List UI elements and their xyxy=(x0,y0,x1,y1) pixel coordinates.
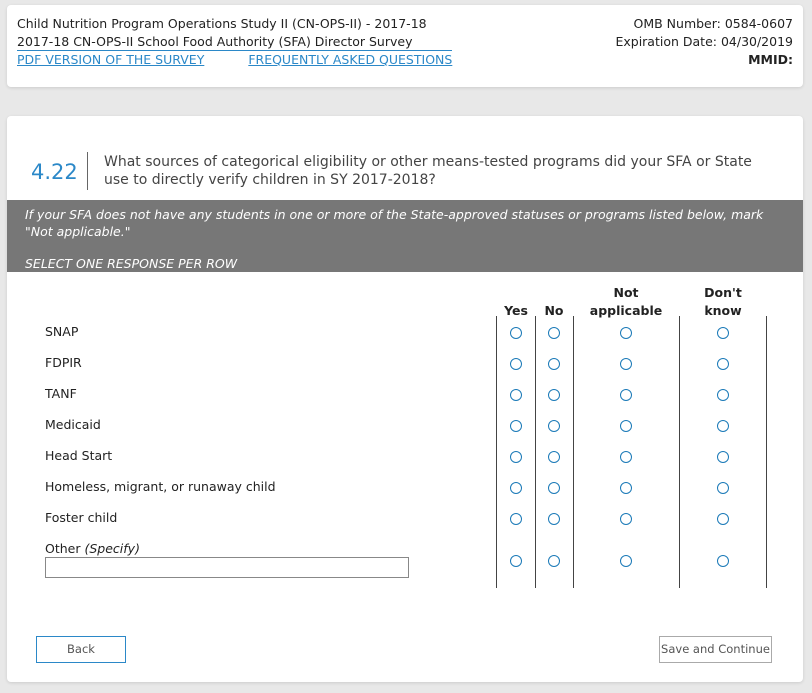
row-label: SNAP xyxy=(45,324,79,339)
column-divider xyxy=(496,316,497,588)
radio-dont-know[interactable] xyxy=(717,555,729,567)
expiration-date: Expiration Date: 04/30/2019 xyxy=(615,34,793,49)
omb-number: OMB Number: 0584-0607 xyxy=(633,16,793,31)
row-label: FDPIR xyxy=(45,355,82,370)
header-links xyxy=(17,52,492,67)
radio-not-applicable[interactable] xyxy=(620,482,632,494)
column-divider xyxy=(679,316,680,588)
other-specify-input[interactable] xyxy=(45,557,409,578)
radio-yes[interactable] xyxy=(510,513,522,525)
header-titles xyxy=(17,15,452,51)
radio-yes[interactable] xyxy=(510,389,522,401)
radio-yes[interactable] xyxy=(510,358,522,370)
question-divider xyxy=(87,152,88,190)
other-specify-hint: (Specify) xyxy=(84,541,140,556)
radio-not-applicable[interactable] xyxy=(620,327,632,339)
column-header-dont-know: Don't know xyxy=(704,285,742,318)
radio-yes[interactable] xyxy=(510,482,522,494)
radio-dont-know[interactable] xyxy=(717,482,729,494)
radio-no[interactable] xyxy=(548,555,560,567)
select-one-hint: SELECT ONE RESPONSE PER ROW xyxy=(25,256,238,271)
survey-header xyxy=(7,5,803,87)
row-label: Medicaid xyxy=(45,417,101,432)
radio-yes[interactable] xyxy=(510,420,522,432)
column-header-no: No xyxy=(544,303,564,318)
question-card xyxy=(7,116,803,682)
question-number: 4.22 xyxy=(31,160,78,184)
study-title: Child Nutrition Program Operations Study II (CN-OPS-II) - 2017-18 xyxy=(17,16,427,31)
radio-dont-know[interactable] xyxy=(717,327,729,339)
radio-yes[interactable] xyxy=(510,451,522,463)
radio-not-applicable[interactable] xyxy=(620,389,632,401)
column-header-yes: Yes xyxy=(504,303,528,318)
save-and-continue-button[interactable]: Save and Continue xyxy=(659,636,772,663)
radio-not-applicable[interactable] xyxy=(620,513,632,525)
mmid-label: MMID: xyxy=(748,52,793,67)
radio-no[interactable] xyxy=(548,513,560,525)
radio-no[interactable] xyxy=(548,420,560,432)
row-label: TANF xyxy=(45,386,77,401)
radio-no[interactable] xyxy=(548,327,560,339)
header-omb-info xyxy=(615,15,793,69)
row-label: Homeless, migrant, or runaway child xyxy=(45,479,276,494)
radio-no[interactable] xyxy=(548,482,560,494)
row-label: Foster child xyxy=(45,510,118,525)
column-header-not-applicable: Not applicable xyxy=(589,285,663,318)
radio-not-applicable[interactable] xyxy=(620,451,632,463)
question-text: What sources of categorical eligibility or other means-tested programs did your SFA or State use to directly verify children in SY 2017-2018? xyxy=(104,154,752,188)
other-row-label xyxy=(45,541,140,556)
row-label: Head Start xyxy=(45,448,113,463)
radio-dont-know[interactable] xyxy=(717,513,729,525)
radio-no[interactable] xyxy=(548,451,560,463)
radio-dont-know[interactable] xyxy=(717,451,729,463)
instruction-bar xyxy=(7,200,803,272)
column-divider xyxy=(766,316,767,588)
radio-no[interactable] xyxy=(548,389,560,401)
instruction-text: If your SFA does not have any students in one or more of the State-approved statuses or programs listed below, mark "Not applicable." xyxy=(25,207,764,239)
radio-yes[interactable] xyxy=(510,327,522,339)
radio-not-applicable[interactable] xyxy=(620,358,632,370)
column-divider xyxy=(573,316,574,588)
back-button[interactable]: Back xyxy=(36,636,126,663)
radio-yes[interactable] xyxy=(510,555,522,567)
radio-dont-know[interactable] xyxy=(717,420,729,432)
other-label: Other xyxy=(45,541,81,556)
survey-title: 2017-18 CN-OPS-II School Food Authority (SFA) Director Survey xyxy=(17,33,452,52)
radio-dont-know[interactable] xyxy=(717,358,729,370)
pdf-version-link[interactable]: PDF VERSION OF THE SURVEY xyxy=(17,52,205,67)
radio-dont-know[interactable] xyxy=(717,389,729,401)
radio-no[interactable] xyxy=(548,358,560,370)
column-divider xyxy=(535,316,536,588)
radio-not-applicable[interactable] xyxy=(620,420,632,432)
faq-link[interactable]: FREQUENTLY ASKED QUESTIONS xyxy=(248,52,453,67)
radio-not-applicable[interactable] xyxy=(620,555,632,567)
